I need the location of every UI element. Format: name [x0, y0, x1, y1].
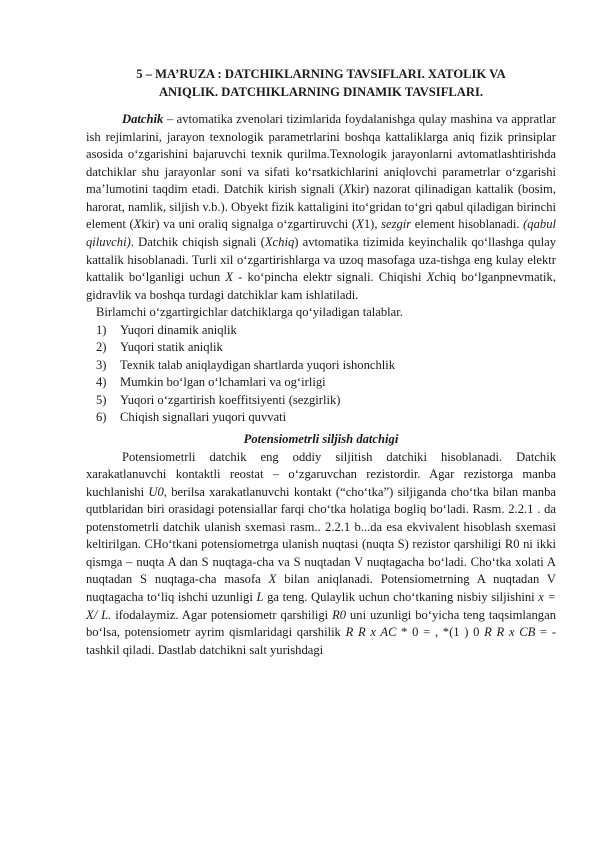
italic-xchiq: Xchiq — [264, 235, 295, 250]
list-item — [96, 339, 556, 357]
requirements-list — [86, 322, 556, 427]
list-number: 3) — [96, 357, 107, 372]
lecture-title-line-2: ANIQLIK. DATCHIKLARNING DINAMIK TAVSIFLARI. — [158, 84, 484, 99]
text-run: Potensiometrli datchik eng oddiy siljitish datchiki hisoblanadi. Datchik xarakatlanuvchi kontaktli reostat – oʻzgaruvchan rezistordir. Agar rezistorga manba kuchlanishi — [86, 449, 556, 499]
italic-sezgir: sezgir — [381, 217, 412, 232]
list-item — [96, 374, 556, 392]
text-run: = - tashkil qiladi. Dastlab datchikni salt yurishdagi — [86, 625, 557, 657]
italic-formula: R R x AC — [345, 625, 397, 640]
section-subheading: Potensiometrli siljish datchigi — [243, 432, 399, 447]
text-run: ) avtomatika tizimida keyinchalik qoʻllashga qulay kattalik hisoblanadi. Turli xil oʻzgartirishlarga va uzoq masofaga uza-tishga eng kulay elektr kattalik boʻlganligi uchun — [86, 235, 556, 285]
list-number: 5) — [96, 392, 107, 407]
potentiometer-paragraph — [86, 449, 556, 660]
text-run: 1), — [363, 217, 382, 232]
list-number: 4) — [96, 375, 107, 390]
lecture-title-line-1: 5 – MA’RUZA : DATCHIKLARNING TAVSIFLARI. XATOLIK VA — [136, 67, 506, 81]
text-run: ifodalaymiz. Agar potensiometr qarshiligi — [111, 607, 333, 622]
italic-r0: R0 — [332, 607, 347, 622]
text-run: kir) va uni oraliq signalga oʻzgartiruvchi ( — [141, 217, 357, 232]
italic-u0: U0 — [148, 484, 164, 499]
italic-qabul: (qabul qiluvchi) — [86, 217, 556, 250]
requirements-intro: Birlamchi oʻzgartirgichlar datchiklarga qoʻyiladigan talablar. — [96, 305, 403, 320]
italic-formula: R R x CB — [484, 625, 536, 640]
text-run: * 0 = , *(1 ) 0 — [396, 625, 485, 640]
list-item — [96, 322, 556, 340]
italic-x: X — [225, 270, 234, 285]
list-text: Yuqori oʻzgartirish koeffitsiyenti (sezgirlik) — [120, 392, 341, 407]
list-item — [96, 409, 556, 427]
list-item — [96, 357, 556, 375]
list-text: Mumkin boʻlgan oʻlchamlari va ogʻirligi — [120, 375, 326, 390]
text-run: , berilsa xarakatlanuvchi kontakt (“choʻtka”) siljiganda choʻtka bilan manba qutblaridan biri orasidagi potensiallar farqi choʻtka holatiga bogliq boʻladi. Rasm. 2.2.1 . da potenstometrli datchik ulanish sxemasi rasm.. 2.2.1 b...da esa ekvivalent hisoblash sxemasi keltirilgan. CHoʻtkani potensiometrga ulanish nuqtasi (nuqta S) rezistor qarshiligi R0 ni ikki qismga – nuqta A dan S nuqtaga-cha va S nuqtadan V nuqtagacha boʻladi. Choʻtka xolati A nuqtadan S nuqtaga-cha masofa — [86, 484, 556, 587]
text-run: chiq boʻlganpnevmatik, gidravlik va boshqa turdagi datchiklar kam ishlatiladi. — [86, 270, 556, 302]
italic-formula: x = X/ L. — [86, 589, 556, 622]
lecture-title — [86, 66, 556, 101]
definition-paragraph — [86, 111, 556, 304]
italic-x: X — [268, 572, 277, 587]
text-run: kir) nazorat qilinadigan kattalik (bosim, harorat, namlik, siljish v.b.). Obyekt fizik kattaligini itoʻgridan toʻgri qabul qiladigan birinchi element ( — [86, 182, 556, 232]
list-item — [96, 392, 556, 410]
list-number: 2) — [96, 340, 107, 355]
list-text: Yuqori dinamik aniqlik — [120, 322, 237, 337]
text-run: . Datchik chiqish signali ( — [130, 235, 265, 250]
text-run: uni uzunligi boʻyicha teng taqsimlangan boʻlsa, potensiometr ayrim qismlaridagi qarshilik — [86, 607, 556, 640]
term-datchik: Datchik — [122, 112, 164, 127]
italic-l: L — [256, 589, 264, 604]
italic-x: X — [133, 217, 142, 232]
text-run: – avtomatika zvenolari tizimlarida foydalanishga qulay mashina va appratlar ish rejimlarini, jarayon texnologik parametrlarini boshqa kattaliklarga aniq fizik prinsiplar asosida oʻzgarishini bajaruvchi texnik qurilma.Texnologik jarayonlarni avtomatlashtirishda datchiklar shu jarayonlar soni va sifati koʻrsatkichlarini aniqlovchi parametrlar oʻzgarishi maʼlumotini taqdim etadi. Datchik kirish signali ( — [86, 112, 556, 197]
list-text: Texnik talab aniqlaydigan shartlarda yuqori ishonchlik — [120, 357, 396, 372]
list-text: Chiqish signallari yuqori quvvati — [120, 410, 287, 425]
list-number: 1) — [96, 322, 107, 337]
text-run: element hisoblanadi. — [411, 217, 524, 232]
italic-x: X — [356, 217, 364, 232]
list-number: 6) — [96, 410, 107, 425]
italic-x: X — [426, 270, 435, 285]
list-text: Yuqori statik aniqlik — [120, 340, 223, 355]
text-run: - koʻpincha elektr signali. Chiqishi — [233, 270, 427, 285]
italic-x: X — [343, 182, 351, 197]
text-run: ga teng. Qulaylik uchun choʻtkaning nisbiy siljishini — [263, 589, 539, 604]
text-run: bilan aniqlanadi. Potensiometrning A nuqtadan V nuqtagacha toʻliq ishchi uzunligi — [86, 572, 556, 604]
